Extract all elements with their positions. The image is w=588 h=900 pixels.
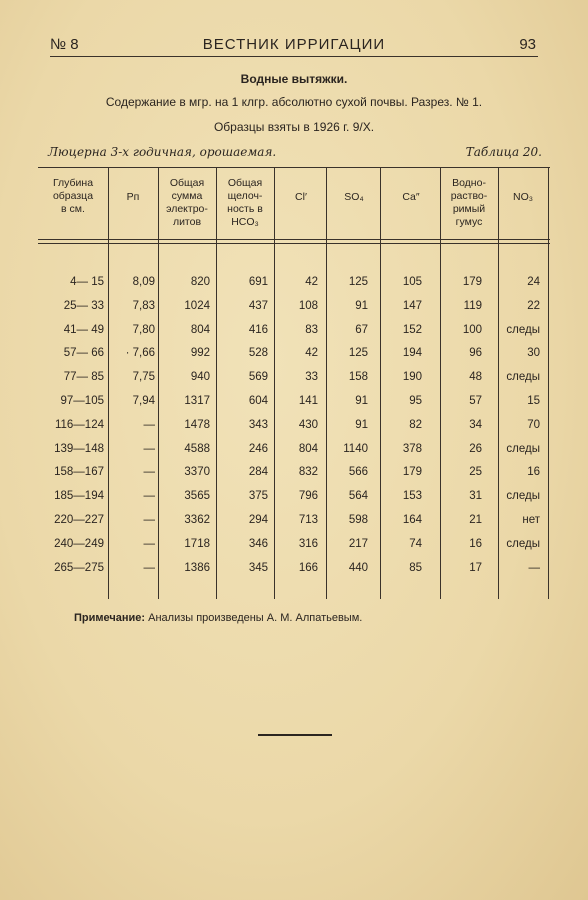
cell-total-electrolytes: 940 [190, 371, 210, 384]
cell-calcium: 153 [402, 490, 422, 503]
cell-chloride: 83 [305, 323, 318, 336]
cell-depth: 25— 33 [63, 299, 104, 312]
cell-depth: 41— 49 [63, 323, 104, 336]
sampling-date: Образцы взяты в 1926 г. 9/X. [213, 120, 375, 134]
running-header [50, 34, 538, 57]
cell-sulfate: 566 [348, 466, 368, 479]
cell-calcium: 105 [402, 276, 422, 288]
cell-calcium: 378 [402, 442, 422, 455]
cell-alkalinity: 345 [248, 561, 268, 574]
cell-alkalinity: 343 [248, 418, 268, 431]
header-ph: Рп [126, 191, 140, 203]
cell-chloride: 430 [298, 418, 318, 431]
data-table [38, 167, 550, 602]
cell-nitrate: следы [506, 323, 540, 336]
cell-sulfate: 598 [348, 514, 368, 526]
cell-calcium: 190 [402, 371, 422, 384]
cell-sulfate: 217 [348, 537, 368, 550]
cell-depth: 97—105 [60, 395, 104, 407]
cell-humus: 179 [462, 276, 482, 288]
cell-alkalinity: 375 [248, 490, 268, 503]
cell-humus: 17 [469, 561, 482, 574]
cell-nitrate: следы [506, 490, 540, 503]
cell-total-electrolytes: 1478 [184, 418, 210, 431]
cell-alkalinity: 528 [248, 347, 268, 360]
cell-sulfate: 67 [355, 323, 368, 336]
cell-sulfate: 440 [348, 561, 368, 574]
cell-nitrate: 15 [527, 395, 540, 407]
cell-chloride: 832 [298, 466, 318, 479]
cell-ph: — [143, 418, 155, 431]
cell-ph: 7,94 [132, 395, 155, 407]
header-rule [38, 239, 550, 240]
cell-total-electrolytes: 992 [190, 347, 210, 360]
cell-alkalinity: 691 [248, 276, 268, 288]
table-row [38, 443, 550, 465]
cell-nitrate: 70 [527, 418, 540, 431]
cell-calcium: 85 [409, 561, 422, 574]
cell-calcium: 179 [402, 466, 422, 479]
cell-humus: 34 [469, 418, 482, 431]
cell-depth: 158—167 [54, 466, 104, 479]
cell-nitrate: 24 [527, 276, 540, 288]
cell-alkalinity: 604 [248, 395, 268, 407]
cell-sulfate: 1140 [343, 442, 368, 455]
cell-humus: 119 [463, 299, 482, 312]
cell-total-electrolytes: 3370 [184, 466, 210, 479]
end-rule [258, 734, 332, 736]
cell-calcium: 147 [402, 299, 422, 312]
cell-alkalinity: 346 [248, 537, 268, 550]
cell-sulfate: 125 [348, 276, 368, 288]
cell-ph: — [143, 514, 155, 526]
cell-depth: 57— 66 [63, 347, 104, 360]
cell-chloride: 713 [298, 514, 318, 526]
cell-humus: 100 [462, 323, 482, 336]
journal-title: ВЕСТНИК ИРРИГАЦИИ [202, 36, 386, 53]
cell-alkalinity: 294 [248, 514, 268, 526]
cell-depth: 220—227 [54, 514, 104, 526]
cell-humus: 96 [469, 347, 482, 360]
cell-sulfate: 91 [355, 418, 368, 431]
table-row [38, 419, 550, 441]
cell-sulfate: 91 [355, 299, 368, 312]
cell-chloride: 796 [298, 490, 318, 503]
cell-calcium: 82 [409, 418, 422, 431]
cell-sulfate: 125 [348, 347, 368, 360]
cell-depth: 4— 15 [70, 276, 104, 288]
table-number: Таблица 20. [465, 145, 542, 159]
header-humus: Водно- раство- римый гумус [450, 177, 488, 228]
cell-depth: 265—275 [54, 561, 104, 574]
cell-nitrate: следы [506, 442, 540, 455]
table-row [38, 347, 550, 369]
cell-calcium: 164 [402, 514, 422, 526]
table-row [38, 562, 550, 584]
cell-nitrate: 22 [527, 299, 540, 312]
cell-alkalinity: 437 [248, 299, 268, 312]
footnote [74, 612, 362, 624]
cell-chloride: 804 [298, 442, 318, 455]
page-number: 93 [519, 36, 536, 53]
cell-ph: 7,75 [132, 371, 155, 384]
cell-total-electrolytes: 3362 [184, 514, 210, 526]
cell-depth: 240—249 [54, 537, 104, 550]
cell-ph: 7,80 [132, 323, 155, 336]
cell-humus: 31 [469, 490, 482, 503]
cell-chloride: 166 [298, 561, 318, 574]
cell-ph: 7,83 [132, 299, 155, 312]
cell-nitrate: — [528, 561, 540, 574]
cell-humus: 57 [469, 395, 482, 407]
header-sulfate: SO₄ [344, 191, 364, 203]
cell-total-electrolytes: 1024 [184, 299, 210, 312]
cell-humus: 25 [469, 466, 482, 479]
issue-number: № 8 [50, 36, 79, 53]
crop-caption: Люцерна 3-х годичная, орошаемая. [48, 145, 277, 159]
cell-nitrate: нет [522, 514, 540, 526]
cell-chloride: 316 [298, 537, 318, 550]
cell-chloride: 141 [298, 395, 318, 407]
cell-total-electrolytes: 1317 [184, 395, 210, 407]
cell-ph: — [143, 561, 155, 574]
cell-calcium: 74 [409, 537, 422, 550]
header-calcium: Ca″ [402, 191, 420, 203]
cell-calcium: 152 [402, 323, 422, 336]
cell-depth: 139—148 [54, 442, 104, 455]
cell-chloride: 42 [305, 347, 318, 360]
note-label: Примечание: [74, 612, 146, 624]
cell-humus: 16 [469, 537, 482, 550]
cell-alkalinity: 569 [248, 371, 268, 384]
table-row [38, 514, 550, 536]
table-row [38, 538, 550, 560]
table-row [38, 371, 550, 393]
cell-nitrate: следы [506, 371, 540, 384]
cell-sulfate: 91 [355, 395, 368, 407]
cell-depth: 77— 85 [63, 371, 104, 384]
cell-ph: — [143, 490, 155, 503]
table-subtitle: Содержание в мгр. на 1 клгр. абсолютно сухой почвы. Разрез. № 1. [105, 95, 483, 109]
cell-sulfate: 564 [348, 490, 368, 503]
header-chloride: Cl′ [295, 191, 307, 203]
table-row [38, 300, 550, 322]
cell-ph: — [143, 537, 155, 550]
table-top-rule [38, 167, 550, 168]
cell-ph: — [143, 466, 155, 479]
header-alkalinity: Общая щелоч- ность в HCO₃ [227, 177, 263, 228]
cell-chloride: 33 [305, 371, 318, 384]
cell-alkalinity: 284 [248, 466, 268, 479]
cell-chloride: 108 [298, 299, 318, 312]
note-text: Анализы произведены А. М. Алпатьевым. [145, 612, 363, 624]
cell-total-electrolytes: 4588 [184, 442, 210, 455]
header-nitrate: NO₃ [512, 191, 534, 203]
cell-total-electrolytes: 820 [190, 276, 210, 288]
cell-alkalinity: 416 [248, 323, 268, 336]
cell-sulfate: 158 [348, 371, 368, 384]
cell-humus: 48 [469, 371, 482, 384]
table-row [38, 490, 550, 512]
table-row [38, 395, 550, 417]
section-title: Водные вытяжки. [240, 72, 348, 86]
table-row [38, 276, 550, 298]
cell-total-electrolytes: 1718 [184, 537, 210, 550]
cell-depth: 116—124 [54, 418, 104, 431]
cell-calcium: 194 [402, 347, 422, 360]
cell-nitrate: 30 [527, 347, 540, 360]
cell-ph: — [143, 442, 155, 455]
header-rule-double [38, 243, 550, 244]
table-row [38, 466, 550, 488]
header-depth: Глубина образца в см. [52, 177, 94, 215]
cell-humus: 21 [469, 514, 482, 526]
cell-total-electrolytes: 804 [190, 323, 210, 336]
header-total-electrolytes: Общая сумма электро- литов [166, 177, 208, 228]
cell-depth: 185—194 [54, 490, 104, 503]
cell-chloride: 42 [305, 276, 318, 288]
cell-alkalinity: 246 [248, 442, 268, 455]
cell-ph: 8,09 [132, 276, 155, 288]
cell-total-electrolytes: 1386 [184, 561, 210, 574]
cell-humus: 26 [469, 442, 482, 455]
cell-nitrate: следы [506, 537, 540, 550]
cell-total-electrolytes: 3565 [184, 490, 210, 503]
table-row [38, 324, 550, 346]
cell-ph: · 7,66 [125, 347, 155, 360]
cell-calcium: 95 [409, 395, 422, 407]
cell-nitrate: 16 [527, 466, 540, 479]
